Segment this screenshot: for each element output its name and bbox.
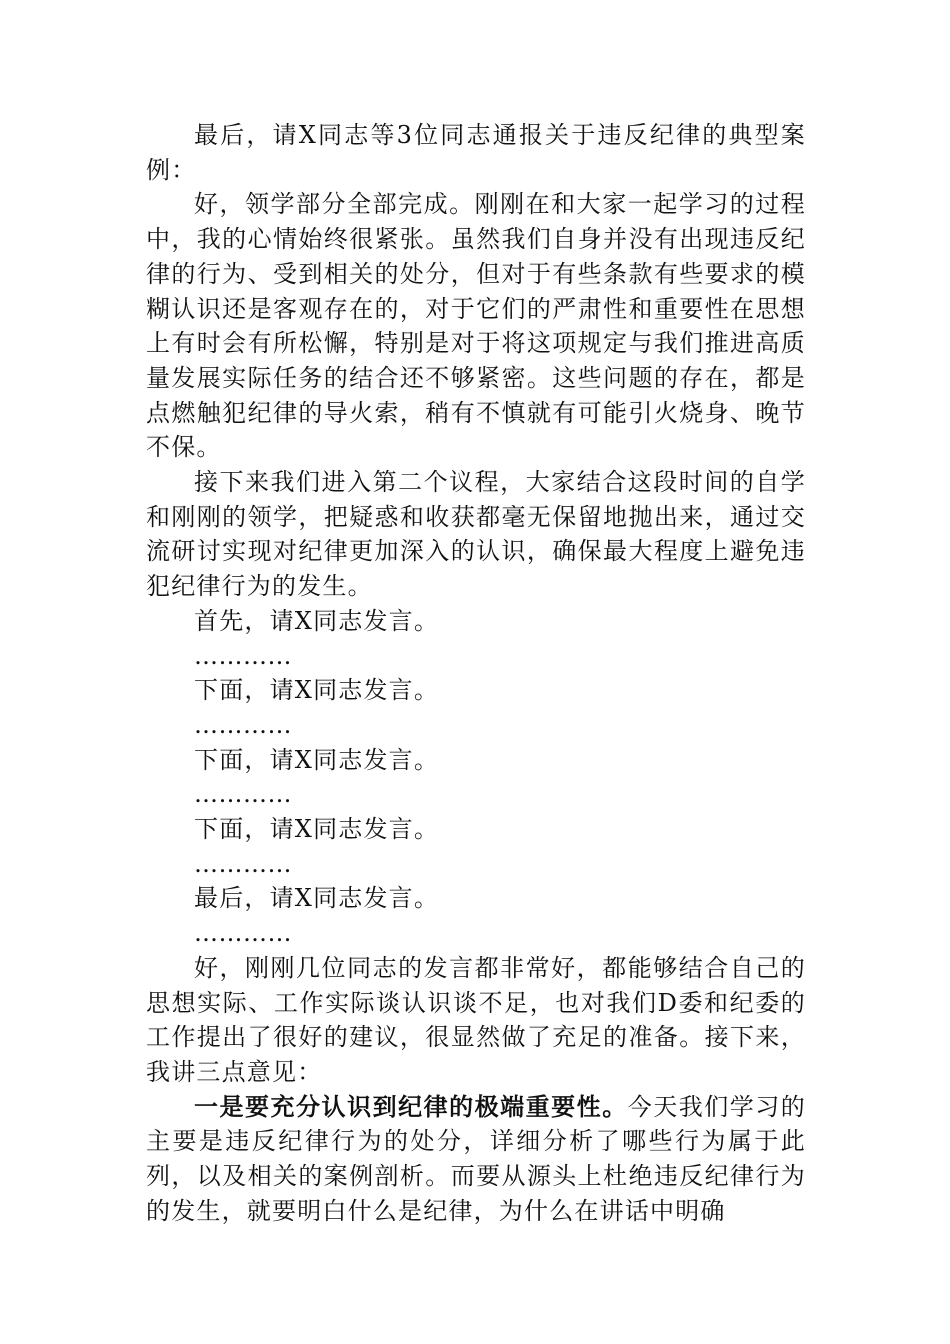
paragraph-second-agenda: 接下来我们进入第二个议程，大家结合这段时间的自学和刚刚的领学，把疑惑和收获都毫无保留地抛出来，通过交流研讨实现对纪律更加深入的认识，确保最大程度上避免违犯纪律行为的发生。 [146,468,806,601]
speaker-line-3: 下面，请X同志发言。 [194,745,440,774]
document-body [146,118,806,1229]
ellipsis-4: ………… [194,849,292,878]
ellipsis-5: ………… [194,919,292,948]
point-one-heading: 一是要充分认识到纪律的极端重要性。 [194,1091,628,1121]
ellipsis-2: ………… [194,710,292,739]
point-one-body: 今天我们学习的主要是违反纪律行为的处分，详细分析了哪些行为属于此列，以及相关的案例剖析。而要从源头上杜绝违反纪律行为的发生，就要明白什么是纪律，为什么在讲话中明确 [146,1092,806,1225]
speaker-line-5: 最后，请X同志发言。 [194,884,440,913]
paragraph-point-one [146,1090,806,1229]
speaker-line-2: 下面，请X同志发言。 [194,676,440,705]
ellipsis-3: ………… [194,780,292,809]
paragraph-summary: 好，刚刚几位同志的发言都非常好，都能够结合自己的思想实际、工作实际谈认识谈不足，也对我们D委和纪委的工作提出了很好的建议，很显然做了充足的准备。接下来，我讲三点意见： [146,953,806,1086]
ellipsis-1: ………… [194,641,292,670]
paragraph-study-reflection: 好，领学部分全部完成。刚刚在和大家一起学习的过程中，我的心情始终很紧张。虽然我们自身并没有出现违反纪律的行为、受到相关的处分，但对于有些条款有些要求的模糊认识还是客观存在的，对于它们的严肃性和重要性在思想上有时会有所松懈，特别是对于将这项规定与我们推进高质量发展实际任务的结合还不够紧密。这些问题的存在，都是点燃触犯纪律的导火索，稍有不慎就有可能引火烧身、晚节不保。 [146,190,806,462]
speaker-line-1: 首先，请X同志发言。 [194,606,440,635]
speaker-line-4: 下面，请X同志发言。 [194,815,440,844]
paragraph-case-report: 最后，请X同志等3位同志通报关于违反纪律的典型案例： [146,121,806,184]
